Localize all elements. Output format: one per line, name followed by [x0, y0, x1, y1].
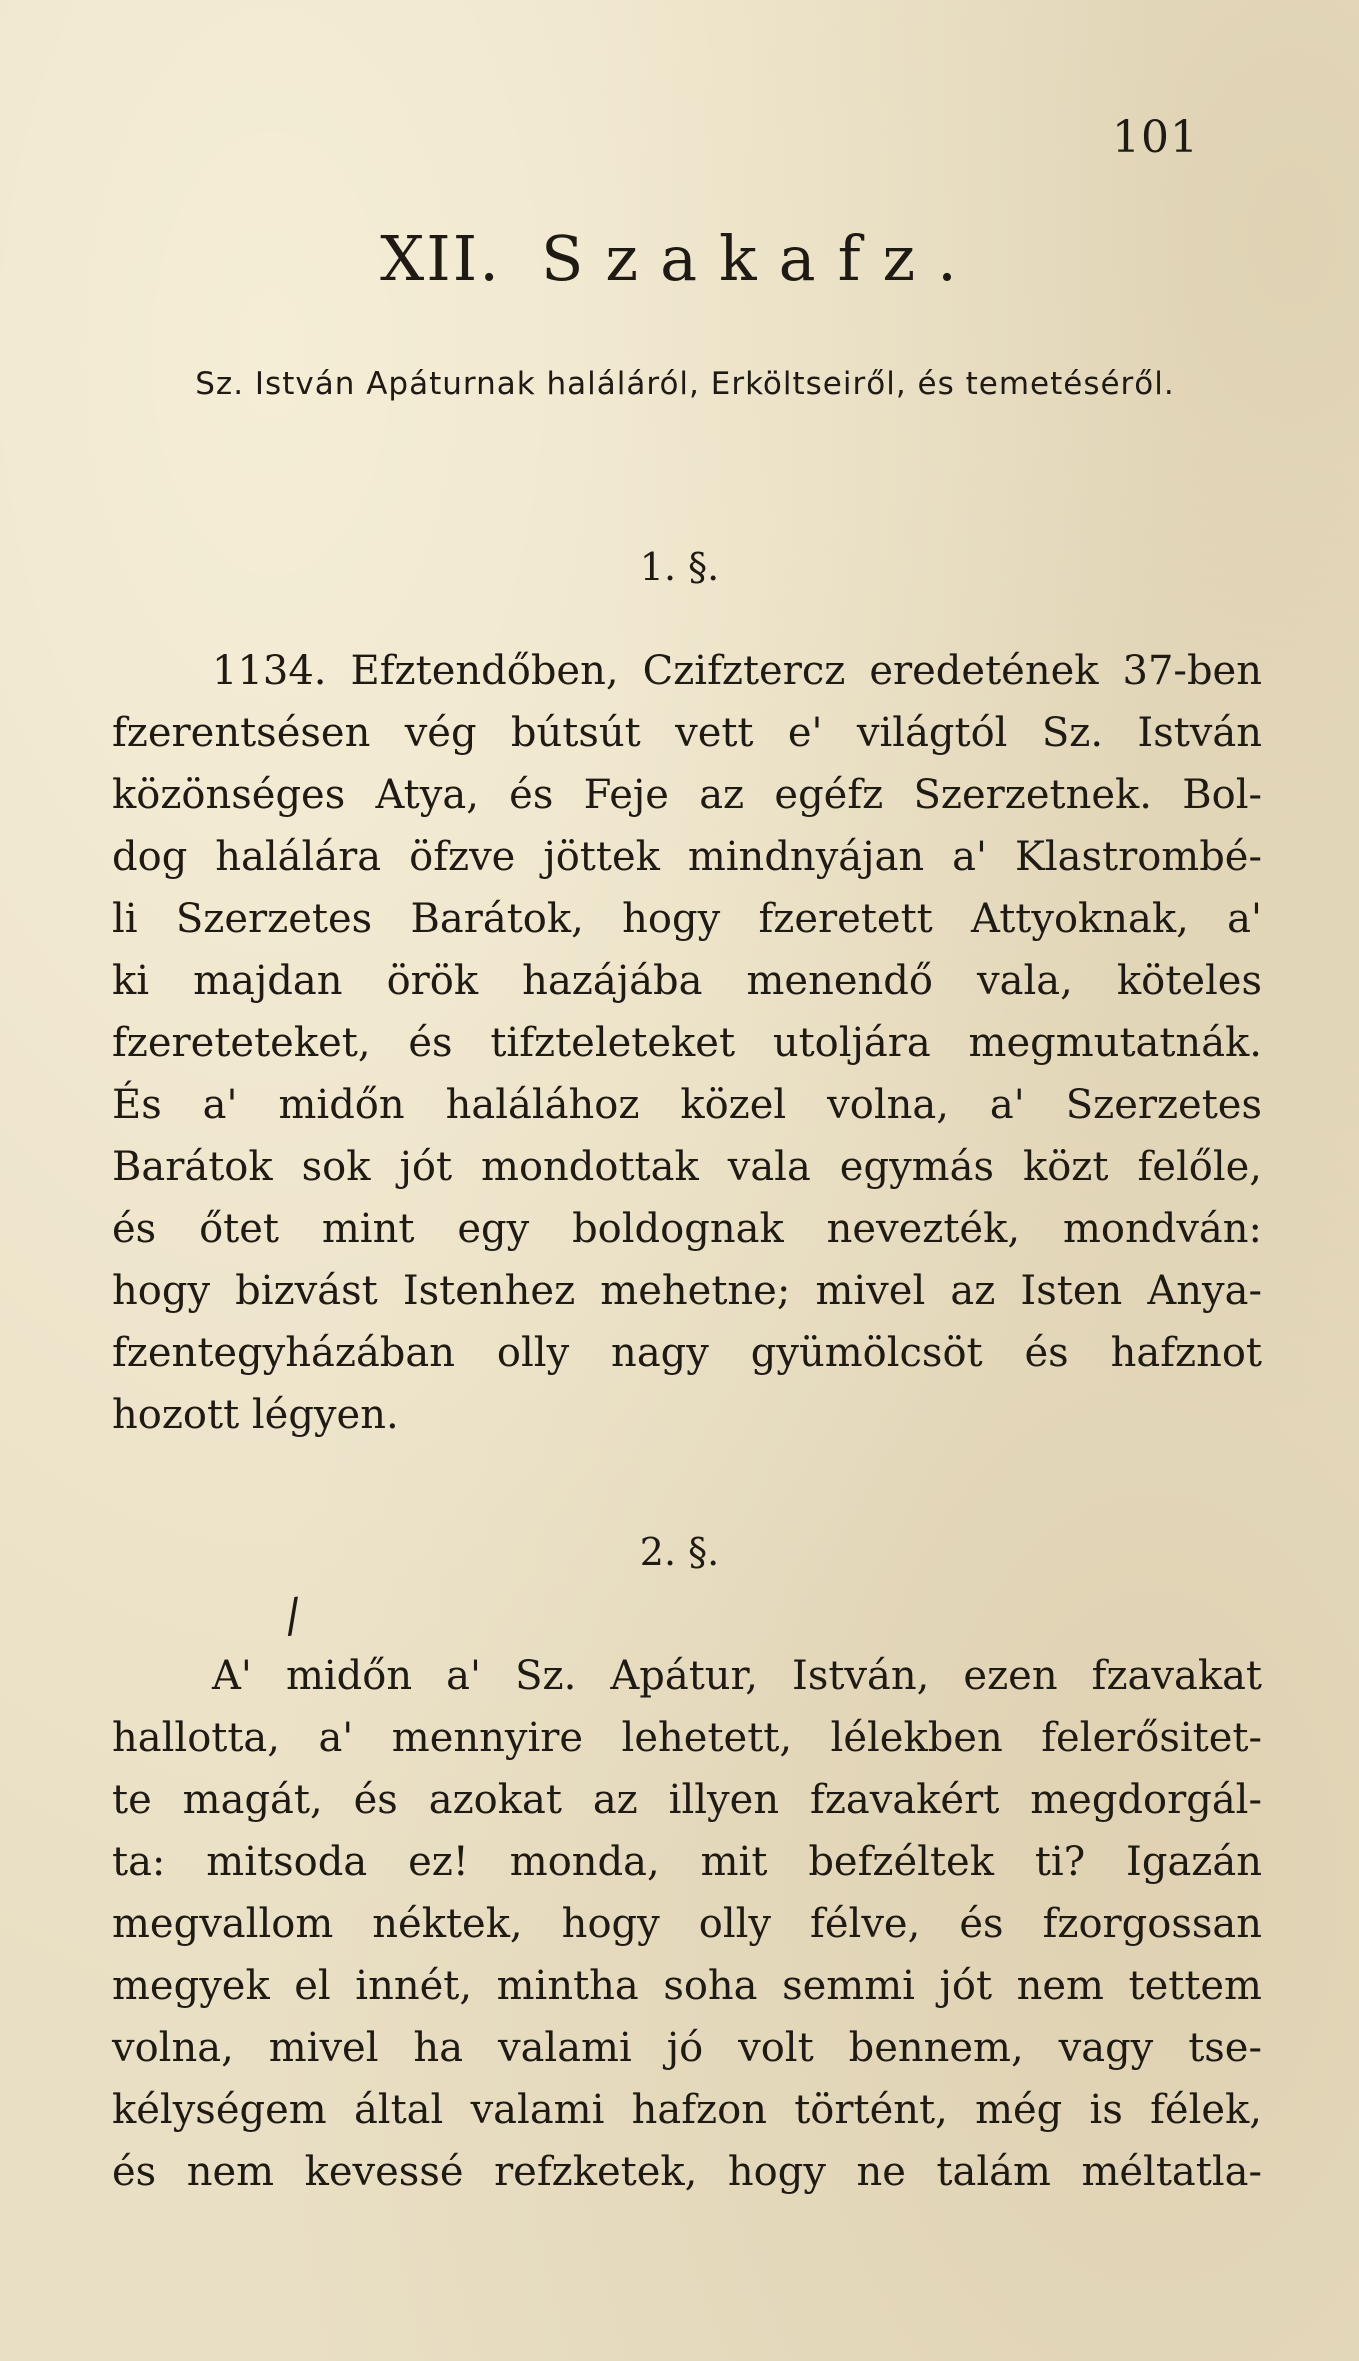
text-line: fzerentsésen vég bútsút vett e' világtól Sz. István: [112, 710, 1262, 756]
text-line: kélységem által valami hafzon történt, még is félek,: [112, 2087, 1262, 2133]
section-2-mark: 2. §.: [639, 1530, 720, 1574]
text-line: 1134. Efztendőben, Czifztercz eredetének 37-ben: [212, 648, 1262, 694]
chapter-title: [0, 222, 1359, 295]
text-line: közönséges Atya, és Feje az egéfz Szerzetnek. Bol-: [112, 772, 1262, 818]
text-line: megvallom néktek, hogy olly félve, és fzorgossan: [112, 1901, 1262, 1947]
text-line: ta: mitsoda ez! monda, mit befzéltek ti? Igazán: [112, 1839, 1262, 1885]
text-line: megyek el innét, mintha soha semmi jót nem tettem: [112, 1963, 1262, 2009]
text-line: hallotta, a' mennyire lehetett, lélekben felerősitet-: [112, 1715, 1262, 1761]
text-line: volna, mivel ha valami jó volt bennem, vagy tse-: [112, 2025, 1262, 2071]
text-line: fzereteteket, és tifzteleteket utoljára megmutatnák.: [112, 1020, 1262, 1066]
margin-slash-mark: /: [281, 1587, 305, 1643]
section-1-paragraph: [112, 640, 1262, 1446]
section-1-mark: 1. §.: [639, 545, 720, 589]
text-line: ki majdan örök hazájába menendő vala, köteles: [112, 958, 1262, 1004]
chapter-roman-numeral: XII.: [380, 222, 501, 295]
text-line: hogy bizvást Istenhez mehetne; mivel az Isten Anya-: [112, 1268, 1262, 1314]
section-2-paragraph: [112, 1645, 1262, 2203]
chapter-word: Szakafz.: [540, 222, 979, 295]
text-line: A' midőn a' Sz. Apátur, István, ezen fzavakat: [212, 1653, 1262, 1699]
text-line: dog halálára öfzve jöttek mindnyájan a' Klastrombé-: [112, 834, 1262, 880]
text-line: fzentegyházában olly nagy gyümölcsöt és hafznot: [112, 1330, 1262, 1376]
text-line: li Szerzetes Barátok, hogy fzeretett Attyoknak, a': [112, 896, 1262, 942]
text-line: hozott légyen.: [112, 1392, 399, 1438]
text-line: te magát, és azokat az illyen fzavakért megdorgál-: [112, 1777, 1262, 1823]
text-line: és őtet mint egy boldognak nevezték, mondván:: [112, 1206, 1262, 1252]
text-line: És a' midőn halálához közel volna, a' Szerzetes: [112, 1082, 1262, 1128]
text-line: Barátok sok jót mondottak vala egymás közt felőle,: [112, 1144, 1262, 1190]
page-number: 101: [1112, 112, 1199, 163]
chapter-subtitle: Sz. István Apáturnak haláláról, Erköltseiről, és temetéséről.: [195, 366, 1175, 402]
text-line: és nem kevessé refzketek, hogy ne talám méltatla-: [112, 2149, 1262, 2195]
